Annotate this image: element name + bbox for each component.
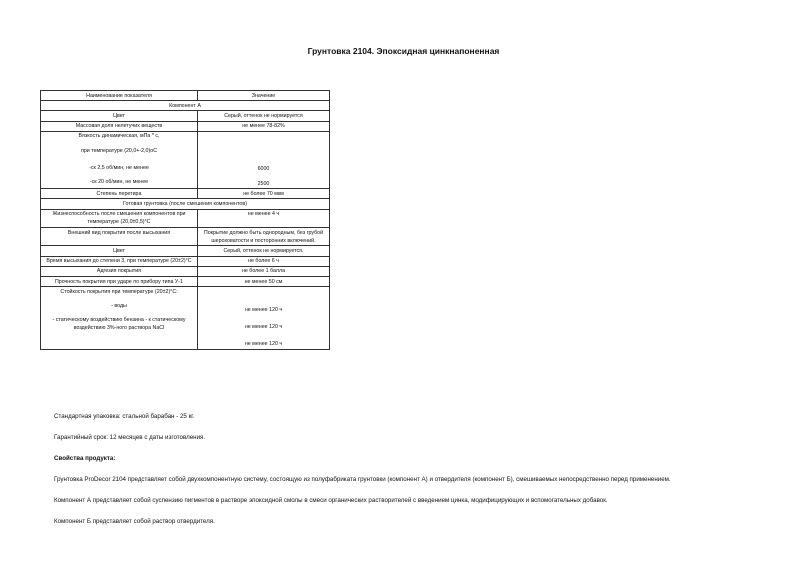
packaging-text: Стандартная упаковка: стальной барабан - 25 кг. bbox=[54, 413, 195, 420]
row-name: Адгезия покрытия bbox=[41, 266, 198, 276]
row-name: Время высыхания до степени 3, при температуре (20±2)°С bbox=[41, 256, 198, 266]
table-row bbox=[41, 189, 330, 199]
table-row bbox=[41, 228, 330, 246]
row-value: не менее 50 см bbox=[198, 277, 330, 287]
row-name: Степень перетира bbox=[41, 189, 198, 199]
table-row bbox=[41, 266, 330, 276]
header-value: Значение bbox=[198, 91, 330, 101]
properties-heading: Свойства продукта: bbox=[54, 455, 116, 462]
viscosity-line: Вязкость динамическая, мПа * с, bbox=[78, 133, 160, 140]
section-component-a: Компонент А bbox=[41, 101, 330, 111]
header-name: Наименование показателя bbox=[41, 91, 198, 101]
table-header-row bbox=[41, 91, 330, 101]
row-value: не менее 78-82% bbox=[198, 121, 330, 131]
viscosity-line: при температуре (20,0+-2,0)оС bbox=[80, 147, 158, 154]
table-row bbox=[41, 256, 330, 266]
viscosity-line: -ск 20 об/мин, не менее bbox=[89, 178, 149, 185]
section-row bbox=[41, 199, 330, 209]
resistance-line: Стойкость покрытия при температуре (20±2)°С: bbox=[60, 288, 178, 295]
spec-table bbox=[40, 90, 330, 350]
table-row bbox=[41, 246, 330, 256]
resistance-line: - воды bbox=[111, 302, 127, 309]
viscosity-value: 2500 bbox=[257, 180, 270, 187]
resistance-line: - статическому воздействию бензина - к статическому воздействию 3%-ного раствора NaCl bbox=[52, 317, 186, 332]
viscosity-line: -ск 2,5 об/мин, не менее bbox=[89, 164, 149, 171]
row-value: не менее 4 ч bbox=[198, 209, 330, 227]
table-row bbox=[41, 121, 330, 131]
row-value: не более 70 мкм bbox=[198, 189, 330, 199]
description-paragraph-2: Компонент А представляет собой суспензию пигментов в растворе эпоксидной смолы в смеси органических растворителей с введением цинка, модифицирующих и вспомогательных добавок. bbox=[54, 497, 608, 504]
row-name bbox=[41, 131, 198, 188]
table-row bbox=[41, 111, 330, 121]
row-value: Серый, оттенок не нормируется bbox=[198, 111, 330, 121]
row-value: Покрытие должно быть однородным, без грубой шероховатости и посторонних включений. bbox=[198, 228, 330, 246]
row-value bbox=[198, 287, 330, 350]
row-value bbox=[198, 131, 330, 188]
section-row bbox=[41, 101, 330, 111]
row-value: не более 1 балла bbox=[198, 266, 330, 276]
table-row bbox=[41, 277, 330, 287]
description-paragraph-3: Компонент Б представляет собой раствор отвердителя. bbox=[54, 518, 215, 525]
resistance-value: не менее 120 ч bbox=[244, 341, 283, 348]
row-value: не более 6 ч bbox=[198, 256, 330, 266]
row-name bbox=[41, 287, 198, 350]
row-name: Жизнеспособность после смешения компонентов при температуре (20,0±0,5)°С bbox=[41, 209, 198, 227]
row-name: Внешний вид покрытия после высыхания bbox=[41, 228, 198, 246]
section-ready-primer: Готовая грунтовка (после смешения компонентов) bbox=[41, 199, 330, 209]
viscosity-value: 6000 bbox=[257, 166, 270, 173]
row-name: Массовая доля нелетучих веществ bbox=[41, 121, 198, 131]
row-name: Цвет bbox=[41, 111, 198, 121]
row-name: Прочность покрытия при ударе по прибору типа У-1 bbox=[41, 277, 198, 287]
row-name: Цвет bbox=[41, 246, 198, 256]
description-paragraph-1: Грунтовка ProDecor 2104 представляет собой двухкомпонентную систему, состоящую из полуфабриката грунтовки (компонент А) и отвердителя (компонент Б), смешиваемых непосредственно перед применением. bbox=[54, 476, 671, 483]
row-value: Серый, оттенок не нормируется. bbox=[198, 246, 330, 256]
resistance-value: не менее 120 ч bbox=[244, 306, 283, 313]
page-title: Грунтовка 2104. Эпоксидная цинкнапоненная bbox=[307, 46, 500, 56]
warranty-text: Гарантийный срок: 12 месяцев с даты изготовления. bbox=[54, 434, 206, 441]
table-row-resistance bbox=[41, 287, 330, 350]
resistance-value: не менее 120 ч bbox=[244, 323, 283, 330]
table-row bbox=[41, 209, 330, 227]
table-row-viscosity bbox=[41, 131, 330, 188]
